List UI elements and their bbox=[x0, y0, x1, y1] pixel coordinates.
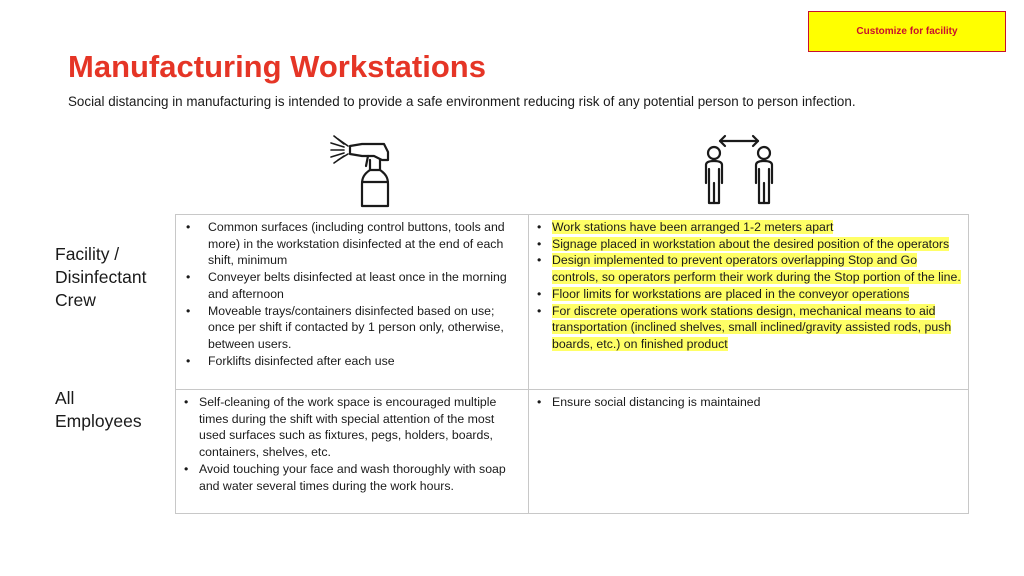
employee-measures-list bbox=[182, 394, 522, 494]
table-row bbox=[176, 215, 969, 390]
row-label-line: Employees bbox=[55, 411, 142, 431]
workstation-distancing-cell bbox=[529, 215, 969, 390]
spray-bottle-icon bbox=[328, 130, 396, 210]
facility-measures-list bbox=[182, 219, 522, 369]
facility-measures-cell bbox=[176, 215, 529, 390]
page-subtitle: Social distancing in manufacturing is intended to provide a safe environment reducing risk of any potential person to person infection. bbox=[68, 94, 856, 109]
list-item: • Avoid touching your face and wash thoroughly with soap and water several times during the work hours. bbox=[182, 461, 522, 494]
workstation-distancing-list bbox=[535, 219, 962, 353]
page-title: Manufacturing Workstations bbox=[68, 49, 486, 84]
workstation-guidelines-table bbox=[175, 214, 969, 514]
list-item: • Ensure social distancing is maintained bbox=[535, 394, 962, 411]
table-row bbox=[176, 390, 969, 514]
highlighted-text: Work stations have been arranged 1-2 meters apart bbox=[552, 220, 834, 234]
highlighted-text: For discrete operations work stations design, mechanical means to aid transportation (inclined shelves, small inclined/gravity assisted rods, push boards, etc.) on finished product bbox=[552, 303, 952, 351]
list-item bbox=[535, 252, 962, 285]
list-item bbox=[535, 303, 962, 353]
customize-badge bbox=[808, 11, 1006, 52]
row-label-line: All bbox=[55, 388, 75, 408]
list-item: • Conveyer belts disinfected at least once in the morning and afternoon bbox=[182, 269, 522, 302]
list-item bbox=[535, 286, 962, 303]
employee-distancing-cell bbox=[529, 390, 969, 514]
two-people-distance-icon bbox=[698, 131, 782, 209]
list-item: • Forklifts disinfected after each use bbox=[182, 353, 522, 370]
highlighted-text: Signage placed in workstation about the desired position of the operators bbox=[552, 236, 950, 251]
employee-measures-cell bbox=[176, 390, 529, 514]
employee-distancing-list bbox=[535, 394, 962, 411]
row-label-all-employees bbox=[55, 387, 142, 433]
row-label-facility bbox=[55, 243, 146, 312]
customize-badge-label: Customize for facility bbox=[856, 26, 958, 37]
list-item bbox=[535, 236, 962, 253]
list-item: • Self-cleaning of the work space is encouraged multiple times during the shift with special attention of the most used surfaces such as fixtures, pegs, holders, boards, containers, shelves, etc. bbox=[182, 394, 522, 461]
row-label-line: Facility / bbox=[55, 244, 120, 264]
row-label-line: Crew bbox=[55, 290, 96, 310]
row-label-line: Disinfectant bbox=[55, 267, 147, 287]
highlighted-text: Design implemented to prevent operators overlapping Stop and Go controls, so operators perform their work during the Stop portion of the line. bbox=[552, 253, 961, 285]
list-item bbox=[535, 219, 962, 236]
list-item: • Moveable trays/containers disinfected based on use; once per shift if contacted by 1 person only, otherwise, between users. bbox=[182, 303, 522, 353]
highlighted-text: Floor limits for workstations are placed in the conveyor operations bbox=[552, 286, 910, 301]
list-item: • Common surfaces (including control buttons, tools and more) in the workstation disinfected at the end of each shift, minimum bbox=[182, 219, 522, 269]
